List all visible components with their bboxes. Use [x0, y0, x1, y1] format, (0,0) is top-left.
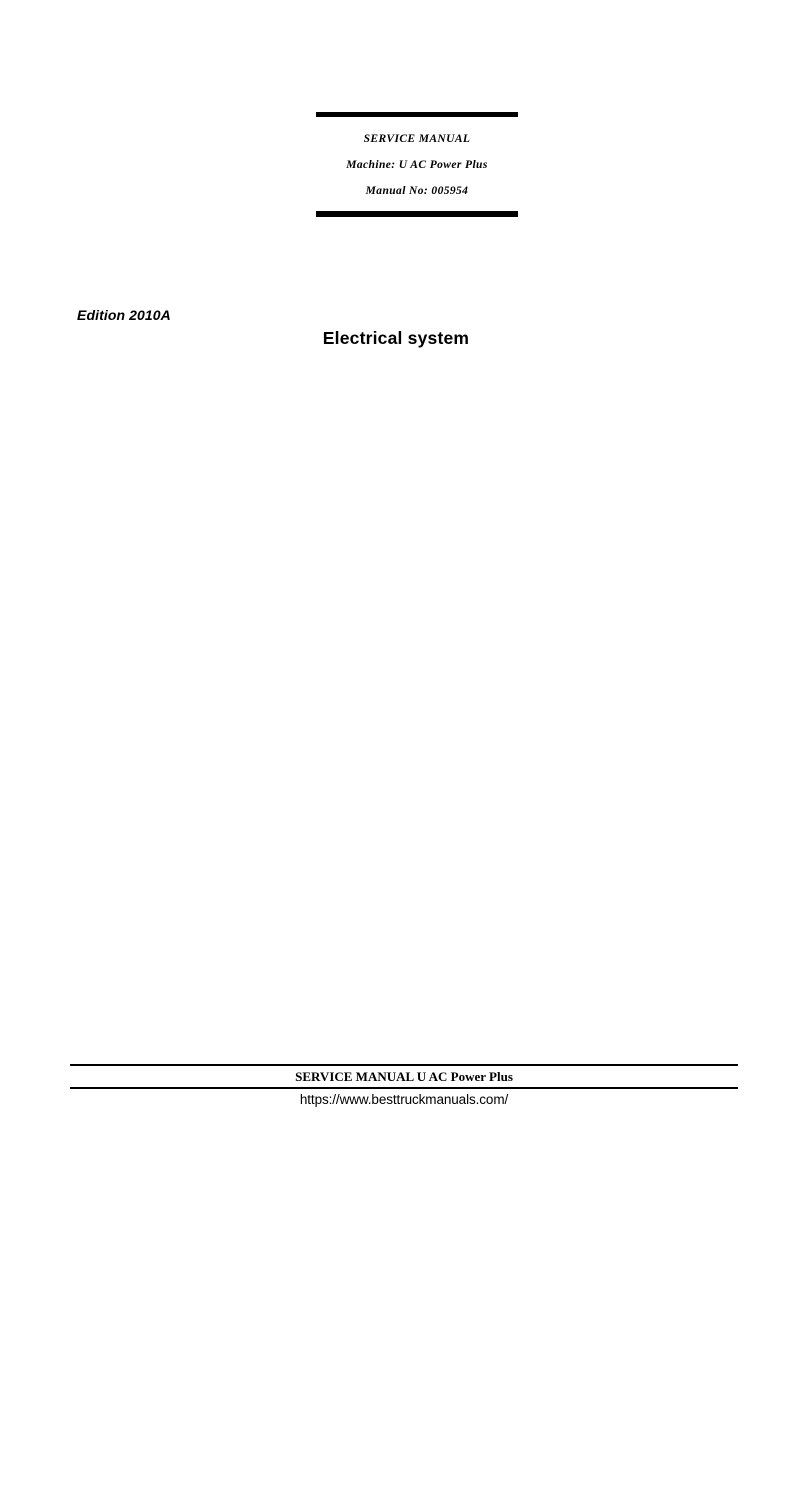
manual-header-box	[316, 112, 518, 217]
footer-text: SERVICE MANUAL U AC Power Plus	[295, 1069, 513, 1084]
page-title: Electrical system	[322, 328, 470, 348]
manual-header-lines	[316, 117, 518, 209]
manual-title: SERVICE MANUAL	[363, 133, 471, 145]
footer-url: https://www.besttruckmanuals.com/	[299, 1092, 509, 1107]
table-of-contents	[70, 370, 738, 1029]
header-bar-bottom	[316, 211, 518, 217]
manual-machine: Machine: U AC Power Plus	[346, 159, 488, 171]
toc-group	[70, 966, 738, 1029]
toc-entry-sub[interactable]	[70, 997, 792, 1027]
toc-sublist	[70, 997, 738, 1029]
manual-number: Manual No: 005954	[365, 185, 469, 197]
edition-label: Edition 2010A	[77, 307, 171, 323]
toc-entry-page	[70, 997, 792, 1027]
page-footer	[70, 1064, 738, 1110]
